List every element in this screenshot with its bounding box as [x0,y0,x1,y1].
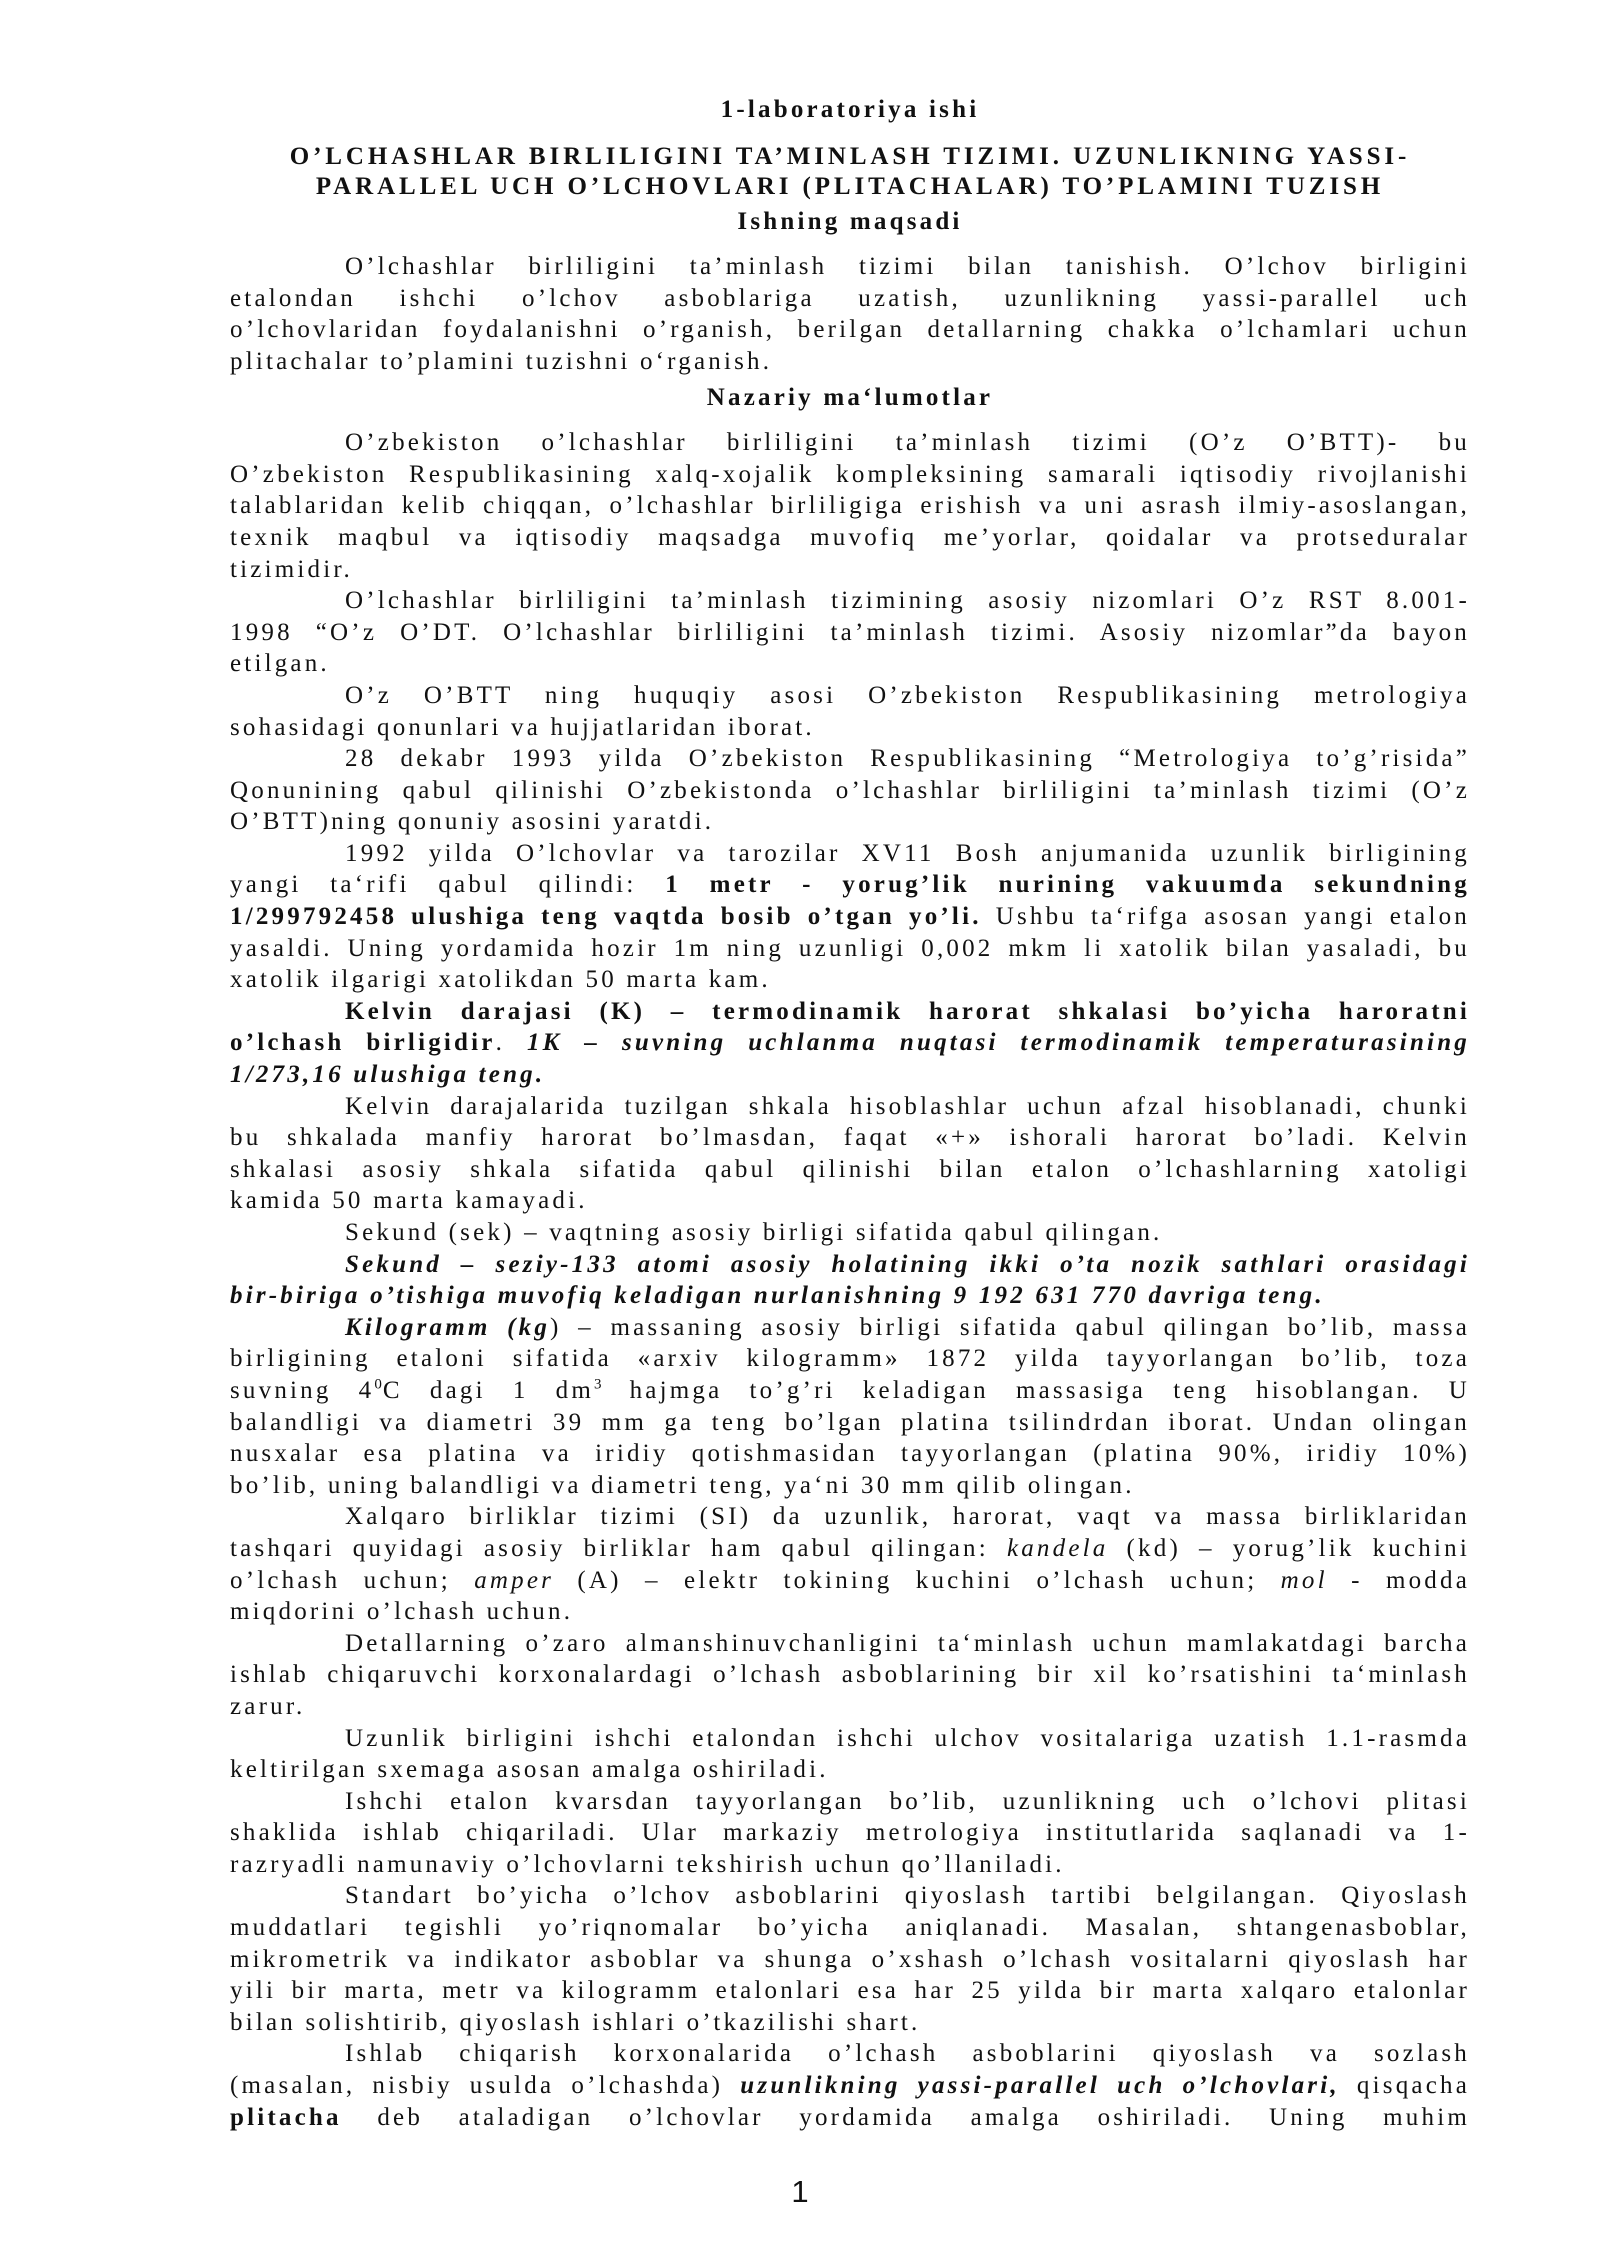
text-run: etilgan. [230,650,330,678]
text-line [230,680,1470,712]
text-run: mol [1280,1566,1328,1594]
text-line [230,1343,1470,1375]
text-line [230,2007,1470,2039]
text-run: (masalan, nisbiy usulda o’lchashda) [230,2072,741,2100]
text-line [230,1880,1470,1912]
text-run: talablaridan kelib chiqqan, o’lchashlar birliligiga erishish va uni asrash ilmiy-asoslangan, [230,492,1470,520]
text-line [230,1027,1470,1059]
text-run: o’lchash birligidir [230,1029,496,1057]
text-line [230,743,1470,775]
paragraph [230,251,1470,377]
text-run: plitachalar to’plamini tuzishni o‘rganish. [230,347,773,375]
text-run: hajmga to’g’ri keladigan massasiga teng hisoblangan. U [602,1376,1470,1404]
paragraph [230,1723,1470,1786]
text-line [230,1849,1470,1881]
text-run: Standart bo’yicha o’lchov asboblarini qiyoslash tartibi belgilangan. Qiyoslash [345,1882,1470,1910]
text-line [230,1312,1470,1344]
text-line [230,1122,1470,1154]
text-line [230,869,1470,901]
paragraph [230,2038,1470,2133]
text-line [230,901,1470,933]
text-run: yasaldi. Uning yordamida hozir 1m ning uzunligi 0,002 mkm li xatolik bilan yasaladi, bu [230,934,1470,962]
text-run: (kd) – yorug’lik kuchini [1108,1534,1470,1562]
text-line [230,1249,1470,1281]
text-run: Kilogramm (kg [345,1313,551,1341]
text-line [230,1912,1470,1944]
text-line [230,648,1470,680]
text-run: keltirilgan sxemaga asosan amalga oshiriladi. [230,1756,829,1784]
page-number: 1 [791,2174,809,2209]
text-run: tashqari quyidagi asosiy birliklar ham qabul qilingan: [230,1534,1007,1562]
text-line [230,838,1470,870]
text-run: Qonunining qabul qilinishi O’zbekistonda o’lchashlar birliligini ta’minlash tizimi (O’z [230,776,1470,804]
text-run: O’zbekiston o’lchashlar birliligini ta’minlash tizimi (O’z O’BTT)- bu [345,429,1470,457]
text-run: ishlab chiqaruvchi korxonalardagi o’lchash asboblarining bir xil ko’rsatishini ta‘minlash [230,1661,1470,1689]
text-line [230,2038,1470,2070]
superscript: 3 [593,1376,603,1393]
text-line [230,712,1470,744]
text-line [230,1975,1470,2007]
text-line [230,1280,1470,1312]
text-line [230,1091,1470,1123]
text-run: O’zbekiston Respublikasining xalq-xojalik kompleksining samarali iqtisodiy rivojlanishi [230,460,1470,488]
text-run: nusxalar esa platina va iridiy qotishmasidan tayyorlangan (platina 90%, iridiy 10%) [230,1440,1470,1468]
lab-title: 1-laboratoriya ishi [720,96,980,123]
text-line [230,2102,1470,2134]
text-line [230,1628,1470,1660]
text-line [230,490,1470,522]
text-run: miqdorini o’lchash uchun. [230,1598,574,1626]
paragraph [230,427,1470,585]
topic-title-line: O’LCHASHLAR BIRLILIGINI TA’MINLASH TIZIMI. UZUNLIKNING YASSI- [289,142,1411,170]
text-run: O’BTT)ning qonuniy asosini yaratdi. [230,808,715,836]
text-line [230,1596,1470,1628]
text-line [230,1533,1470,1565]
text-run: Sekund – seziy-133 atomi asosiy holatining ikki o’ta nozik sathlari orasidagi [345,1250,1470,1278]
text-run: C dagi 1 dm [382,1376,594,1404]
text-line [230,1438,1470,1470]
text-run: o’lchash uchun; [230,1566,475,1594]
text-line [230,1659,1470,1691]
text-run: texnik maqbul va iqtisodiy maqsadga muvofiq me’yorlar, qoidalar va protseduralar [230,523,1470,551]
text-run: razryadli namunaviy o’lchovlarni tekshirish uchun qo’llaniladi. [230,1850,1065,1878]
text-run: Uzunlik birligini ishchi etalondan ishchi ulchov vositalariga uzatish 1.1-rasmda [345,1724,1470,1752]
text-run: suvning 4 [230,1376,375,1404]
paragraph [230,838,1470,996]
text-run: kamida 50 marta kamayadi. [230,1187,588,1215]
paragraph [230,1217,1470,1249]
section-heading: Nazariy ma‘lumotlar [706,383,994,411]
text-run: amper [474,1566,555,1594]
text-line [230,427,1470,459]
text-line [230,1754,1470,1786]
text-run: zarur. [230,1692,306,1720]
section-heading: Ishning maqsadi [737,207,963,235]
text-run: bo’lib, uning balandligi va diametri teng, ya‘ni 30 mm qilib olingan. [230,1471,1135,1499]
text-line [230,1470,1470,1502]
text-run: Ishchi etalon kvarsdan tayyorlangan bo’lib, uzunlikning uch o’lchovi plitasi [345,1787,1470,1815]
text-line [230,1691,1470,1723]
text-run: 28 dekabr 1993 yilda O’zbekiston Respublikasining “Metrologiya to’g’risida” [345,745,1470,773]
text-line [230,933,1470,965]
text-line [230,459,1470,491]
text-run: shaklida ishlab chiqariladi. Ular markaziy metrologiya institutlarida saqlanadi va 1- [230,1819,1470,1847]
paragraph [230,1091,1470,1217]
text-run: qisqacha [1339,2072,1470,2100]
paragraph [230,1628,1470,1723]
text-run: Kelvin darajasi (K) – termodinamik harorat shkalasi bo’yicha haroratni [345,997,1470,1025]
text-run: o’lchovlaridan foydalanishni o’rganish, berilgan detallarning chakka o’lchamlari uchun [230,316,1470,344]
topic-title-line: PARALLEL UCH O’LCHOVLARI (PLITACHALAR) TO’PLAMINI TUZISH [315,172,1385,200]
text-line [230,1185,1470,1217]
text-run: 1K – suvning uchlanma nuqtasi termodinamik temperaturasining [526,1029,1471,1057]
text-line [230,1154,1470,1186]
text-run: xatolik ilgarigi xatolikdan 50 marta kam. [230,966,771,994]
paragraph [230,1786,1470,1881]
text-run: 1/299792458 ulushiga teng vaqtda bosib o’tgan yo’li. [230,903,982,931]
text-run: (A) – elektr tokining kuchini o’lchash uchun; [554,1566,1281,1594]
text-line [230,1786,1470,1818]
text-line [230,1407,1470,1439]
topic-title [230,142,1470,202]
text-run: 1992 yilda O’lchovlar va tarozilar XV11 Bosh anjumanida uzunlik birligining [345,839,1470,867]
text-run: Sekund (sek) – vaqtning asosiy birligi sifatida qabul qilingan. [345,1219,1163,1246]
text-run: 1998 “O’z O’DT. O’lchashlar birliligini ta’minlash tizimi. Asosiy nizomlar”da bayon [230,618,1470,646]
text-run: Kelvin darajalarida tuzilgan shkala hisoblashlar uchun afzal hisoblanadi, chunki [345,1092,1470,1120]
paragraph [230,1880,1470,2038]
text-run: O’lchashlar birliligini ta’minlash tizimi bilan tanishish. O’lchov birligini [345,253,1470,281]
text-run: O’lchashlar birliligini ta’minlash tizimining asosiy nizomlari O’z RST 8.001- [345,587,1470,615]
text-line [230,554,1470,586]
text-run: muddatlari tegishli yo’riqnomalar bo’yicha aniqlanadi. Masalan, shtangenasboblar, [230,1914,1470,1942]
paragraph [230,743,1470,838]
text-run: uzunlikning yassi-parallel uch o’lchovlari, [740,2072,1340,2100]
text-line [230,251,1470,283]
text-run: yangi ta‘rifi qabul qilindi: [230,871,666,899]
text-run: bu shkalada manfiy harorat bo’lmasdan, faqat «+» ishorali harorat bo’ladi. Kelvin [230,1124,1470,1152]
text-run: birligining etaloni sifatida «arxiv kilogramm» 1872 yilda tayyorlangan bo’lib, toza [230,1345,1470,1373]
text-run: bilan solishtirib, qiyoslash ishlari o’tkazilishi shart. [230,2008,921,2036]
text-column [230,94,1470,2133]
text-line [230,996,1470,1028]
text-line [230,1059,1470,1091]
paragraph [230,1249,1470,1312]
text-line [230,346,1470,378]
text-run: Detallarning o’zaro almanshinuvchanligini ta‘minlash uchun mamlakatdagi barcha [345,1629,1470,1657]
text-run: kandela [1006,1534,1109,1562]
body-text [230,206,1470,2134]
text-line [230,1817,1470,1849]
text-line [230,1501,1470,1533]
text-run: bir-biriga o’tishiga muvofiq keladigan nurlanishning 9 192 631 770 davriga teng. [230,1282,1325,1310]
text-line [230,1944,1470,1976]
paragraph [230,1312,1470,1502]
text-run: . [495,1029,527,1057]
text-line [230,1723,1470,1755]
text-run: - modda [1327,1566,1471,1594]
text-run: mikrometrik va indikator asboblar va shunga o’xshash o’lchash vositalarni qiyoslash har [230,1945,1470,1973]
text-line [230,314,1470,346]
text-line [230,522,1470,554]
paragraph [230,680,1470,743]
text-run: ) – massaning asosiy birligi sifatida qabul qilingan bo’lib, massa [550,1313,1470,1341]
paragraph [230,1501,1470,1627]
text-run: etalondan ishchi o’lchov asboblariga uzatish, uzunlikning yassi-parallel uch [230,284,1470,312]
text-line [230,283,1470,315]
text-line [230,775,1470,807]
paragraph [230,585,1470,680]
text-run: tizimidir. [230,555,353,583]
text-run: Ushbu ta‘rifga asosan yangi etalon [981,903,1471,931]
text-run: deb ataladigan o’lchovlar yordamida amalga oshiriladi. Uning muhim [341,2103,1470,2131]
text-line [230,617,1470,649]
text-line [230,1375,1470,1407]
text-line [230,964,1470,996]
text-run: O’z O’BTT ning huquqiy asosi O’zbekiston Respublikasining metrologiya [345,681,1470,709]
text-run: shkalasi asosiy shkala sifatida qabul qilinishi bilan etalon o’lchashlarning xatoligi [230,1155,1470,1183]
text-line [230,585,1470,617]
text-run: Xalqaro birliklar tizimi (SI) da uzunlik, harorat, vaqt va massa birliklaridan [345,1503,1470,1531]
text-run: yili bir marta, metr va kilogramm etalonlari esa har 25 yilda bir marta xalqaro etalonlar [230,1977,1470,2005]
text-run: sohasidagi qonunlari va hujjatlaridan iborat. [230,713,815,741]
text-run: plitacha [230,2103,342,2131]
text-line [230,1217,1470,1249]
text-run: Ishlab chiqarish korxonalarida o’lchash asboblarini qiyoslash va sozlash [345,2040,1470,2068]
superscript: 0 [374,1376,383,1393]
text-line [230,2070,1470,2102]
text-run: 1 metr - yorug’lik nurining vakuumda sekundning [665,871,1470,899]
paragraph [230,996,1470,1091]
text-line [230,1565,1470,1597]
text-run: 1/273,16 ulushiga teng. [230,1061,546,1089]
text-run: balandligi va diametri 39 mm ga teng bo’lgan platina tsilindrdan iborat. Undan olingan [230,1408,1470,1436]
text-line [230,806,1470,838]
